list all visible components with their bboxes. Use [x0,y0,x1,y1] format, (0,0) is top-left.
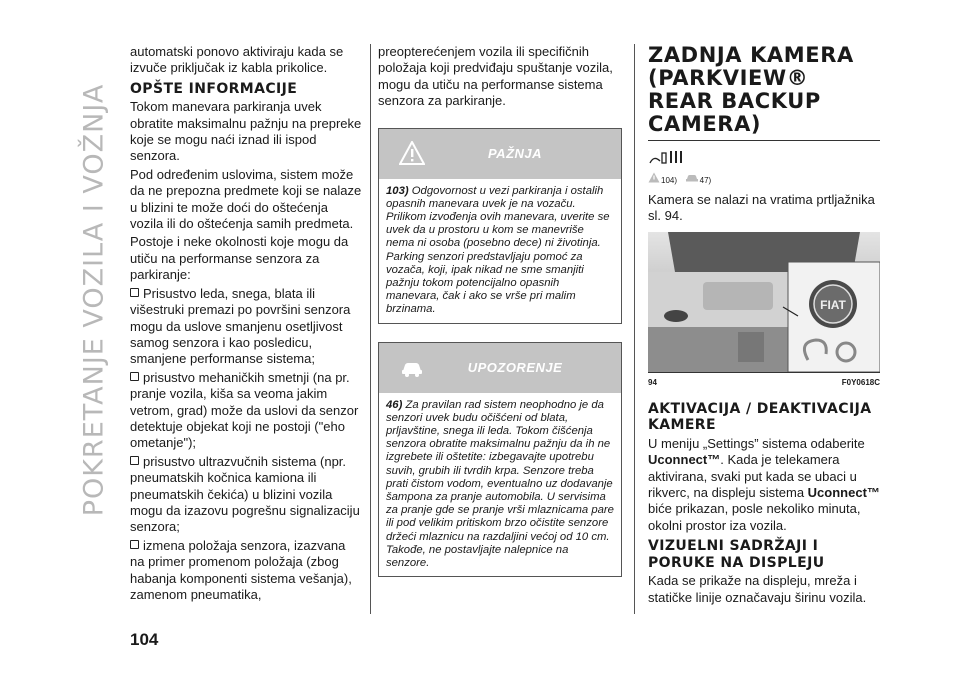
symbol-row [648,149,880,190]
car-caution-icon [685,172,699,183]
warning-box [378,128,622,324]
heading-display-content: VIZUELNI SADRŽAJI I PORUKE NA DISPLEJU [648,538,825,571]
warning-triangle-icon [648,172,660,183]
figure-code: F0Y0618C [841,377,880,387]
heading-rear-camera: ZADNJA KAMERA (PARKVIEW® REAR BACKUP CAMERA) [648,43,854,136]
col3-paragraph-1: Kamera se nalazi na vratima prtljažnika sl. 94. [648,191,875,224]
uconnect-brand: Uconnect™ [648,452,721,468]
chapter-side-title [74,40,114,560]
warning-body [379,179,621,323]
figure-94 [648,232,880,373]
column-3 [648,44,880,608]
bullet-item: Prisustvo leda, snega, blata ili višestruki premazi po površini senzora mogu da uslove smanjenu osetljivost samog senzora i kao posledicu, smanjene performanse sistema; [130,286,362,368]
col1-paragraph-3: Postoje i neke okolnosti koje mogu da utiču na performanse senzora za parkiranje: [130,234,349,283]
bullet-item: izmena položaja senzora, izazvana na primer promenom položaja (zbog habanja komponenti sistema vešanja), zamenom pneumatika, [130,538,362,604]
heading-camera-activation: AKTIVACIJA / DEAKTIVACIJA KAMERE [648,401,872,434]
text-run: biće prikazan, posle nekoliko minuta, okolni prostor iza vozila. [648,501,861,533]
page-number: 104 [130,630,159,649]
warning-number: 103) [386,184,409,197]
column-1 [130,44,362,605]
text-run: U meniju „Settings” sistema odaberite [648,435,865,451]
warning-label: PAŽNJA [487,145,543,161]
col3-paragraph-2 [648,436,880,534]
fiat-logo-text: FIAT [820,297,846,312]
col1-paragraph-1: Tokom manevara parkiranja uvek obratite maksimalnu pažnju na prepreke koje se mogu naći iznad ili ispod senzora. [130,99,362,164]
caution-text: Za pravilan rad sistem neophodno je da senzori uvek budu očišćeni od blata, prljavštine, snega ili leda. Tokom čišćenja senzora obratite maksimalnu pažnju da ih ne izgrebete ili oštetite: izbegavajte upotrebu suvih, grubih ili tvrdih krpa. Senzore treba prati čistom vodom, eventualno uz dodavanje šampona za pranje automobila. U servisima za pranje gde se pranje vrši mlaznicama pare ili pod velikim pritiskom brzo očistite senzore držeći mlaznicu na razdaljini većoj od 10 cm. Takođe, ne postavljajte nalepnice na senzore. [386,398,614,570]
caution-box [378,342,622,578]
warning-header [379,129,621,179]
caution-number: 46) [386,398,403,411]
caution-body [379,393,621,577]
uconnect-brand: Uconnect™ [807,485,880,501]
caution-header [379,343,621,393]
rear-camera-photo [648,232,880,372]
figure-caption [648,375,880,391]
heading-underline [648,140,880,141]
chapter-side-title-text: POKRETANJE VOZILA I VOŽNJA [78,83,110,517]
warning-text: Odgovornost u vezi parkiranja i ostalih opasnih manevara uvek je na vozaču. Prilikom izvođenja ovih manevara, uverite se uvek da u prostoru u kom se manevriše nema ni osoba (posebno dece) ni životinja. Parking senzori predstavljaju pomoć za vozača, koji, ipak nikad ne sme smanjiti pažnju tokom potencijalno opasnih manevara, čak i ako se vrše pri malim brzinama. [386,184,610,316]
bullet-item: prisustvo mehaničkih smetnji (na pr. pranje vozila, kiša sa veoma jakim vetrom, grad) može da uslovi da senzor detektuje objekat koji ne postoji ("eho ometanje"); [130,370,362,452]
col1-intro: automatski ponovo aktiviraju kada se izvuče priključak iz kabla prikolice. [130,44,344,76]
bullet-item: prisustvo ultrazvučnih sistema (npr. pneumatskih kočnica kamiona ili pneumatskih čekića) u blizini vozila mogu da izazovu pogrešnu signalizaciju senzora; [130,454,362,536]
caution-label: UPOZORENJE [467,359,563,375]
column-divider [370,44,371,614]
car-rear-illustration [648,232,880,372]
col1-paragraph-2: Pod određenim uslovima, sistem može da ne prepozna predmete koji se nalaze u blizini te može doći do oštećenja vozila ili do oštećenja samih predmeta. [130,166,362,232]
warning-reference: 104) [661,176,678,186]
col2-intro: preopterećenjem vozila ili specifičnih položaja koji predviđaju spuštanje vozila, mogu da utiču na performanse sistema senzora za parkiranje. [378,44,613,109]
col3-paragraph-3: Kada se prikaže na displeju, mreža i statičke linije označavaju širinu vozila. [648,573,867,605]
caution-reference: 47) [699,176,712,186]
column-divider [634,44,635,614]
heading-general-info: OPŠTE INFORMACIJE [130,80,298,97]
camera-feature-icon [648,149,688,167]
column-2 [378,44,622,577]
figure-number: 94 [648,377,657,387]
text-run: . Kada je telekamera aktivirana, svaki put kada se ubaci u rikverc, na displeju sistema [648,452,857,501]
